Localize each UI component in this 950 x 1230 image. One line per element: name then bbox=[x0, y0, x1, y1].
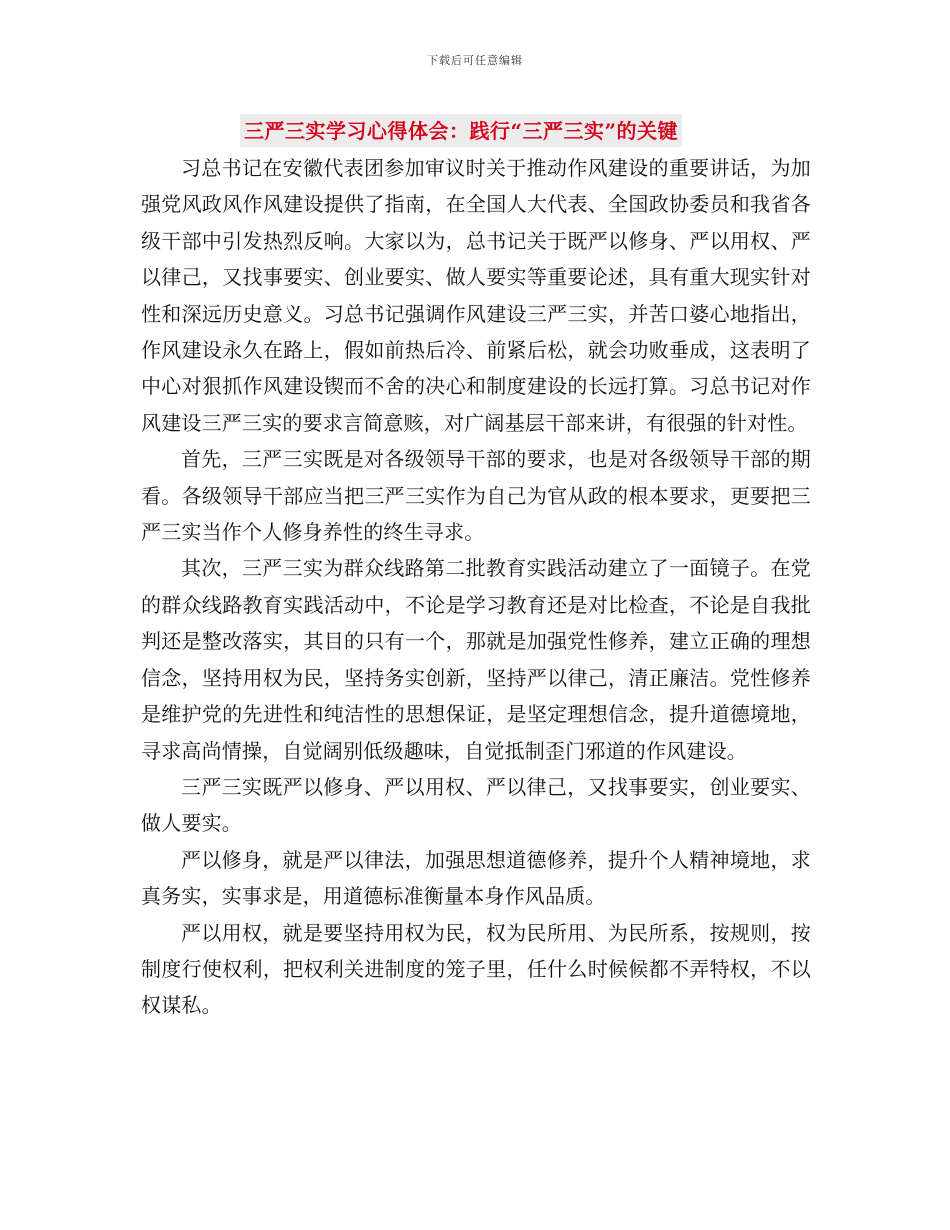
paragraph-2: 首先，三严三实既是对各级领导干部的要求，也是对各级领导干部的期看。各级领导干部应当把三严三实作为自己为官从政的根本要求，更要把三严三实当作个人修身养性的终生寻求。 bbox=[141, 447, 811, 545]
paragraph-3: 其次，三严三实为群众线路第二批教育实践活动建立了一面镜子。在党的群众线路教育实践活动中，不论是学习教育还是对比检查，不论是自我批判还是整改落实，其目的只有一个，那就是加强党性修养，建立正确的理想信念，坚持用权为民，坚持务实创新，坚持严以律己，清正廉洁。党性修养是维护党的先进性和纯洁性的思想保证，是坚定理想信念，提升道德境地，寻求高尚情操，自觉阔别低级趣味，自觉抵制歪门邪道的作风建设。 bbox=[141, 556, 811, 763]
document-title: 三严三实学习心得体会：践行“三严三实”的关键 bbox=[240, 114, 682, 147]
paragraph-1: 习总书记在安徽代表团参加审议时关于推动作风建设的重要讲话，为加强党风政风作风建设提供了指南，在全国人大代表、全国政协委员和我省各级干部中引发热烈反响。大家以为，总书记关于既严以修身、严以用权、严以律己，又找事要实、创业要实、做人要实等重要论述，具有重大现实针对性和深远历史意义。习总书记强调作风建设三严三实，并苦口婆心地指出，作风建设永久在路上，假如前热后冷、前紧后松，就会功败垂成，这表明了中心对狠抓作风建设锲而不舍的决心和制度建设的长远打算。习总书记对作风建设三严三实的要求言简意赅，对广阔基层干部来讲，有很强的针对性。 bbox=[141, 156, 811, 435]
header-note: 下载后可任意编辑 bbox=[427, 54, 523, 67]
paragraph-6: 严以用权，就是要坚持用权为民，权为民所用、为民所系，按规则，按制度行使权利，把权利关进制度的笼子里，任什么时候候都不弄特权，不以权谋私。 bbox=[141, 920, 811, 1018]
document-body bbox=[141, 150, 811, 1024]
paragraph-4: 三严三实既严以修身、严以用权、严以律己，又找事要实，创业要实、做人要实。 bbox=[141, 774, 811, 836]
paragraph-5: 严以修身，就是严以律法，加强思想道德修养，提升个人精神境地，求真务实，实事求是，用道德标准衡量本身作风品质。 bbox=[141, 847, 811, 909]
